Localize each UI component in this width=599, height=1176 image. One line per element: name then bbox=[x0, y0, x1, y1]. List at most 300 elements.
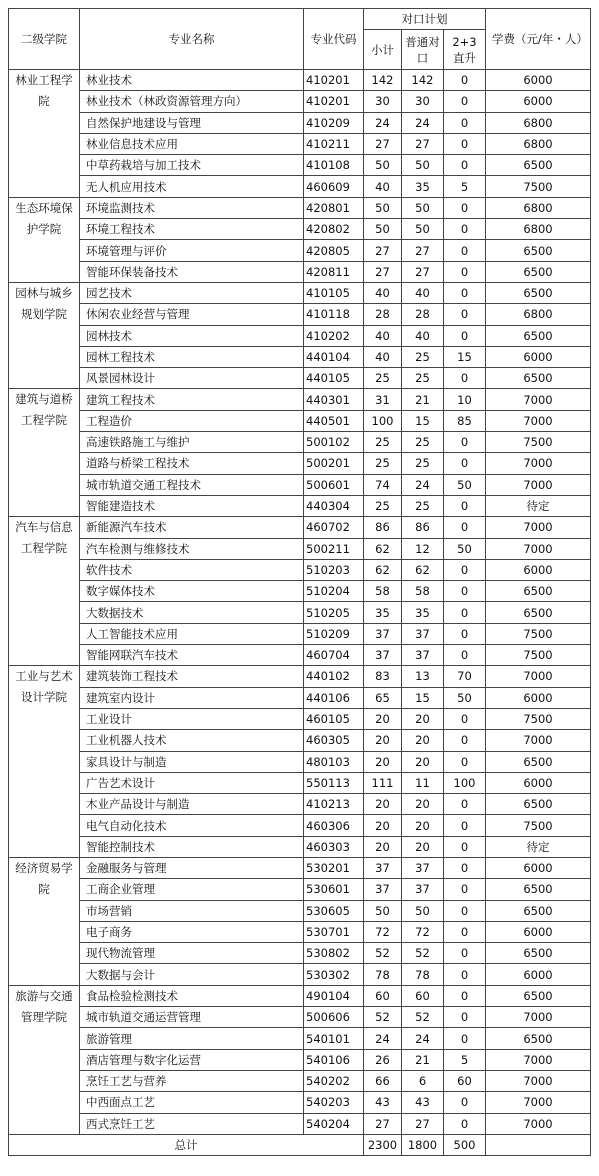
subtotal-cell: 58 bbox=[364, 581, 402, 602]
regular-cell: 37 bbox=[402, 879, 444, 900]
regular-cell: 20 bbox=[402, 815, 444, 836]
regular-cell: 50 bbox=[402, 900, 444, 921]
table-body bbox=[9, 70, 591, 1156]
code-cell: 500211 bbox=[304, 538, 364, 559]
fee-cell: 7500 bbox=[486, 708, 591, 729]
major-cell: 食品检验检测技术 bbox=[80, 985, 304, 1006]
upgrade-cell: 0 bbox=[444, 304, 486, 325]
upgrade-cell: 0 bbox=[444, 219, 486, 240]
major-cell: 园林工程技术 bbox=[80, 346, 304, 367]
fee-cell: 6500 bbox=[486, 602, 591, 623]
table-row bbox=[9, 432, 591, 453]
upgrade-cell: 10 bbox=[444, 389, 486, 410]
fee-cell: 6500 bbox=[486, 155, 591, 176]
upgrade-cell: 15 bbox=[444, 346, 486, 367]
regular-cell: 50 bbox=[402, 155, 444, 176]
upgrade-cell: 50 bbox=[444, 538, 486, 559]
table-row bbox=[9, 282, 591, 303]
major-cell: 电气自动化技术 bbox=[80, 815, 304, 836]
code-cell: 410202 bbox=[304, 325, 364, 346]
major-cell: 软件技术 bbox=[80, 559, 304, 580]
fee-cell: 7500 bbox=[486, 176, 591, 197]
regular-cell: 20 bbox=[402, 730, 444, 751]
table-row bbox=[9, 70, 591, 91]
subtotal-cell: 20 bbox=[364, 794, 402, 815]
table-row bbox=[9, 730, 591, 751]
fee-cell: 6000 bbox=[486, 70, 591, 91]
subtotal-cell: 27 bbox=[364, 133, 402, 154]
major-cell: 城市轨道交通运营管理 bbox=[80, 1007, 304, 1028]
subtotal-cell: 20 bbox=[364, 751, 402, 772]
major-cell: 园林技术 bbox=[80, 325, 304, 346]
subtotal-cell: 111 bbox=[364, 772, 402, 793]
subtotal-cell: 37 bbox=[364, 645, 402, 666]
code-cell: 510203 bbox=[304, 559, 364, 580]
major-cell: 林业技术 bbox=[80, 70, 304, 91]
upgrade-cell: 5 bbox=[444, 1049, 486, 1070]
upgrade-cell: 0 bbox=[444, 1113, 486, 1134]
upgrade-cell: 0 bbox=[444, 857, 486, 878]
upgrade-cell: 0 bbox=[444, 794, 486, 815]
subtotal-cell: 20 bbox=[364, 730, 402, 751]
subtotal-cell: 20 bbox=[364, 815, 402, 836]
major-cell: 木业产品设计与制造 bbox=[80, 794, 304, 815]
upgrade-cell: 0 bbox=[444, 645, 486, 666]
major-cell: 建筑装饰工程技术 bbox=[80, 666, 304, 687]
upgrade-cell: 0 bbox=[444, 1092, 486, 1113]
school-cell: 园林与城乡规划学院 bbox=[9, 282, 80, 388]
major-cell: 工程造价 bbox=[80, 410, 304, 431]
code-cell: 420801 bbox=[304, 197, 364, 218]
fee-cell: 6500 bbox=[486, 282, 591, 303]
upgrade-cell: 50 bbox=[444, 687, 486, 708]
regular-cell: 52 bbox=[402, 943, 444, 964]
upgrade-cell: 0 bbox=[444, 495, 486, 516]
regular-cell: 25 bbox=[402, 453, 444, 474]
regular-cell: 58 bbox=[402, 581, 444, 602]
major-cell: 智能控制技术 bbox=[80, 836, 304, 857]
total-row bbox=[9, 1134, 591, 1155]
regular-cell: 60 bbox=[402, 985, 444, 1006]
subtotal-cell: 50 bbox=[364, 900, 402, 921]
major-cell: 建筑工程技术 bbox=[80, 389, 304, 410]
fee-cell: 7000 bbox=[486, 1070, 591, 1091]
subtotal-cell: 86 bbox=[364, 517, 402, 538]
upgrade-cell: 0 bbox=[444, 836, 486, 857]
upgrade-cell: 0 bbox=[444, 155, 486, 176]
fee-cell: 7000 bbox=[486, 517, 591, 538]
table-row bbox=[9, 900, 591, 921]
subtotal-cell: 25 bbox=[364, 495, 402, 516]
table-row bbox=[9, 368, 591, 389]
subtotal-cell: 83 bbox=[364, 666, 402, 687]
subtotal-cell: 40 bbox=[364, 346, 402, 367]
regular-cell: 27 bbox=[402, 133, 444, 154]
table-row bbox=[9, 1113, 591, 1134]
subtotal-cell: 24 bbox=[364, 1028, 402, 1049]
subtotal-cell: 40 bbox=[364, 325, 402, 346]
header-school: 二级学院 bbox=[9, 9, 80, 70]
regular-cell: 15 bbox=[402, 687, 444, 708]
table-row bbox=[9, 474, 591, 495]
upgrade-cell: 0 bbox=[444, 197, 486, 218]
total-label: 总计 bbox=[9, 1134, 364, 1155]
fee-cell: 6000 bbox=[486, 772, 591, 793]
table-row bbox=[9, 772, 591, 793]
table-row bbox=[9, 325, 591, 346]
upgrade-cell: 0 bbox=[444, 368, 486, 389]
table-row bbox=[9, 751, 591, 772]
fee-cell: 6500 bbox=[486, 240, 591, 261]
regular-cell: 24 bbox=[402, 1028, 444, 1049]
regular-cell: 24 bbox=[402, 112, 444, 133]
table-row bbox=[9, 219, 591, 240]
header-subtotal: 小计 bbox=[364, 30, 402, 70]
table-row bbox=[9, 517, 591, 538]
subtotal-cell: 100 bbox=[364, 410, 402, 431]
upgrade-cell: 100 bbox=[444, 772, 486, 793]
fee-cell: 6000 bbox=[486, 964, 591, 985]
code-cell: 440104 bbox=[304, 346, 364, 367]
code-cell: 530601 bbox=[304, 879, 364, 900]
header-code: 专业代码 bbox=[304, 9, 364, 70]
fee-cell: 6000 bbox=[486, 346, 591, 367]
table-row bbox=[9, 1049, 591, 1070]
regular-cell: 37 bbox=[402, 857, 444, 878]
regular-cell: 25 bbox=[402, 346, 444, 367]
fee-cell: 7000 bbox=[486, 1113, 591, 1134]
subtotal-cell: 27 bbox=[364, 261, 402, 282]
regular-cell: 25 bbox=[402, 432, 444, 453]
major-cell: 无人机应用技术 bbox=[80, 176, 304, 197]
upgrade-cell: 0 bbox=[444, 261, 486, 282]
regular-cell: 20 bbox=[402, 836, 444, 857]
header-major: 专业名称 bbox=[80, 9, 304, 70]
fee-cell: 6800 bbox=[486, 197, 591, 218]
major-cell: 金融服务与管理 bbox=[80, 857, 304, 878]
code-cell: 530701 bbox=[304, 921, 364, 942]
regular-cell: 15 bbox=[402, 410, 444, 431]
upgrade-cell: 0 bbox=[444, 751, 486, 772]
major-cell: 大数据与会计 bbox=[80, 964, 304, 985]
table-row bbox=[9, 943, 591, 964]
major-cell: 高速铁路施工与维护 bbox=[80, 432, 304, 453]
table-row bbox=[9, 602, 591, 623]
fee-cell: 7500 bbox=[486, 815, 591, 836]
code-cell: 410209 bbox=[304, 112, 364, 133]
upgrade-cell: 0 bbox=[444, 602, 486, 623]
subtotal-cell: 25 bbox=[364, 368, 402, 389]
major-cell: 城市轨道交通工程技术 bbox=[80, 474, 304, 495]
table-row bbox=[9, 1028, 591, 1049]
code-cell: 510204 bbox=[304, 581, 364, 602]
regular-cell: 20 bbox=[402, 794, 444, 815]
regular-cell: 50 bbox=[402, 197, 444, 218]
fee-cell: 6500 bbox=[486, 581, 591, 602]
code-cell: 540204 bbox=[304, 1113, 364, 1134]
major-cell: 休闲农业经营与管理 bbox=[80, 304, 304, 325]
regular-cell: 43 bbox=[402, 1092, 444, 1113]
upgrade-cell: 0 bbox=[444, 240, 486, 261]
fee-cell: 7000 bbox=[486, 1007, 591, 1028]
fee-cell: 7000 bbox=[486, 410, 591, 431]
subtotal-cell: 50 bbox=[364, 219, 402, 240]
major-cell: 数字媒体技术 bbox=[80, 581, 304, 602]
subtotal-cell: 62 bbox=[364, 559, 402, 580]
fee-cell: 待定 bbox=[486, 495, 591, 516]
subtotal-cell: 30 bbox=[364, 91, 402, 112]
code-cell: 420805 bbox=[304, 240, 364, 261]
regular-cell: 11 bbox=[402, 772, 444, 793]
regular-cell: 28 bbox=[402, 304, 444, 325]
code-cell: 480103 bbox=[304, 751, 364, 772]
regular-cell: 20 bbox=[402, 708, 444, 729]
regular-cell: 37 bbox=[402, 645, 444, 666]
fee-cell: 6500 bbox=[486, 943, 591, 964]
upgrade-cell: 0 bbox=[444, 900, 486, 921]
fee-cell: 6500 bbox=[486, 751, 591, 772]
major-cell: 智能网联汽车技术 bbox=[80, 645, 304, 666]
code-cell: 500201 bbox=[304, 453, 364, 474]
table-row bbox=[9, 985, 591, 1006]
major-cell: 市场营销 bbox=[80, 900, 304, 921]
subtotal-cell: 35 bbox=[364, 602, 402, 623]
fee-cell: 7000 bbox=[486, 389, 591, 410]
major-cell: 建筑室内设计 bbox=[80, 687, 304, 708]
code-cell: 410211 bbox=[304, 133, 364, 154]
school-cell: 汽车与信息工程学院 bbox=[9, 517, 80, 666]
fee-cell: 6500 bbox=[486, 368, 591, 389]
table-row bbox=[9, 794, 591, 815]
major-cell: 家具设计与制造 bbox=[80, 751, 304, 772]
subtotal-cell: 43 bbox=[364, 1092, 402, 1113]
subtotal-cell: 27 bbox=[364, 240, 402, 261]
code-cell: 540101 bbox=[304, 1028, 364, 1049]
regular-cell: 50 bbox=[402, 219, 444, 240]
regular-cell: 35 bbox=[402, 602, 444, 623]
upgrade-cell: 0 bbox=[444, 708, 486, 729]
fee-cell: 6500 bbox=[486, 794, 591, 815]
table-row bbox=[9, 346, 591, 367]
code-cell: 460704 bbox=[304, 645, 364, 666]
major-cell: 工业机器人技术 bbox=[80, 730, 304, 751]
subtotal-cell: 37 bbox=[364, 857, 402, 878]
code-cell: 530302 bbox=[304, 964, 364, 985]
upgrade-cell: 60 bbox=[444, 1070, 486, 1091]
regular-cell: 142 bbox=[402, 70, 444, 91]
subtotal-cell: 62 bbox=[364, 538, 402, 559]
upgrade-cell: 0 bbox=[444, 581, 486, 602]
subtotal-cell: 27 bbox=[364, 1113, 402, 1134]
regular-cell: 86 bbox=[402, 517, 444, 538]
subtotal-cell: 25 bbox=[364, 453, 402, 474]
major-cell: 旅游管理 bbox=[80, 1028, 304, 1049]
major-cell: 工业设计 bbox=[80, 708, 304, 729]
major-cell: 广告艺术设计 bbox=[80, 772, 304, 793]
code-cell: 550113 bbox=[304, 772, 364, 793]
upgrade-cell: 5 bbox=[444, 176, 486, 197]
header-upgrade: 2+3直升 bbox=[444, 30, 486, 70]
subtotal-cell: 66 bbox=[364, 1070, 402, 1091]
major-cell: 新能源汽车技术 bbox=[80, 517, 304, 538]
code-cell: 460306 bbox=[304, 815, 364, 836]
upgrade-cell: 0 bbox=[444, 517, 486, 538]
table-row bbox=[9, 538, 591, 559]
fee-cell: 6800 bbox=[486, 112, 591, 133]
major-cell: 林业技术（林政资源管理方向） bbox=[80, 91, 304, 112]
major-cell: 西式烹饪工艺 bbox=[80, 1113, 304, 1134]
fee-cell: 6500 bbox=[486, 900, 591, 921]
upgrade-cell: 0 bbox=[444, 730, 486, 751]
major-cell: 风景园林设计 bbox=[80, 368, 304, 389]
major-cell: 现代物流管理 bbox=[80, 943, 304, 964]
table-row bbox=[9, 815, 591, 836]
subtotal-cell: 52 bbox=[364, 1007, 402, 1028]
header-regular: 普通对口 bbox=[402, 30, 444, 70]
regular-cell: 40 bbox=[402, 325, 444, 346]
subtotal-cell: 26 bbox=[364, 1049, 402, 1070]
subtotal-cell: 142 bbox=[364, 70, 402, 91]
code-cell: 420811 bbox=[304, 261, 364, 282]
code-cell: 460609 bbox=[304, 176, 364, 197]
total-upgrade: 500 bbox=[444, 1134, 486, 1155]
school-cell: 经济贸易学院 bbox=[9, 857, 80, 985]
major-cell: 环境工程技术 bbox=[80, 219, 304, 240]
upgrade-cell: 50 bbox=[444, 474, 486, 495]
upgrade-cell: 0 bbox=[444, 325, 486, 346]
fee-cell: 7000 bbox=[486, 1092, 591, 1113]
regular-cell: 25 bbox=[402, 495, 444, 516]
regular-cell: 52 bbox=[402, 1007, 444, 1028]
regular-cell: 27 bbox=[402, 240, 444, 261]
subtotal-cell: 40 bbox=[364, 282, 402, 303]
major-cell: 汽车检测与维修技术 bbox=[80, 538, 304, 559]
fee-cell: 待定 bbox=[486, 836, 591, 857]
header-fee: 学费（元/年・人） bbox=[486, 9, 591, 70]
table-row bbox=[9, 1007, 591, 1028]
table-row bbox=[9, 1070, 591, 1091]
code-cell: 540203 bbox=[304, 1092, 364, 1113]
major-cell: 人工智能技术应用 bbox=[80, 623, 304, 644]
major-cell: 工商企业管理 bbox=[80, 879, 304, 900]
subtotal-cell: 24 bbox=[364, 112, 402, 133]
subtotal-cell: 78 bbox=[364, 964, 402, 985]
regular-cell: 12 bbox=[402, 538, 444, 559]
code-cell: 460702 bbox=[304, 517, 364, 538]
code-cell: 460303 bbox=[304, 836, 364, 857]
table-row bbox=[9, 389, 591, 410]
major-cell: 道路与桥梁工程技术 bbox=[80, 453, 304, 474]
regular-cell: 21 bbox=[402, 389, 444, 410]
code-cell: 440102 bbox=[304, 666, 364, 687]
subtotal-cell: 31 bbox=[364, 389, 402, 410]
code-cell: 460105 bbox=[304, 708, 364, 729]
header-plan: 对口计划 bbox=[364, 9, 486, 30]
subtotal-cell: 52 bbox=[364, 943, 402, 964]
fee-cell: 6000 bbox=[486, 91, 591, 112]
fee-cell: 6500 bbox=[486, 985, 591, 1006]
code-cell: 410213 bbox=[304, 794, 364, 815]
subtotal-cell: 50 bbox=[364, 155, 402, 176]
subtotal-cell: 40 bbox=[364, 176, 402, 197]
table-row bbox=[9, 91, 591, 112]
upgrade-cell: 0 bbox=[444, 964, 486, 985]
total-fee bbox=[486, 1134, 591, 1155]
fee-cell: 6800 bbox=[486, 133, 591, 154]
table-row bbox=[9, 453, 591, 474]
table-row bbox=[9, 645, 591, 666]
code-cell: 530802 bbox=[304, 943, 364, 964]
code-cell: 440501 bbox=[304, 410, 364, 431]
subtotal-cell: 20 bbox=[364, 836, 402, 857]
table-row bbox=[9, 687, 591, 708]
school-cell: 旅游与交通管理学院 bbox=[9, 985, 80, 1134]
upgrade-cell: 0 bbox=[444, 985, 486, 1006]
table-row bbox=[9, 155, 591, 176]
table-row bbox=[9, 495, 591, 516]
fee-cell: 7000 bbox=[486, 453, 591, 474]
fee-cell: 7500 bbox=[486, 623, 591, 644]
fee-cell: 7000 bbox=[486, 666, 591, 687]
upgrade-cell: 0 bbox=[444, 282, 486, 303]
code-cell: 500606 bbox=[304, 1007, 364, 1028]
regular-cell: 35 bbox=[402, 176, 444, 197]
subtotal-cell: 65 bbox=[364, 687, 402, 708]
code-cell: 530605 bbox=[304, 900, 364, 921]
major-cell: 环境管理与评价 bbox=[80, 240, 304, 261]
regular-cell: 27 bbox=[402, 261, 444, 282]
code-cell: 460305 bbox=[304, 730, 364, 751]
subtotal-cell: 72 bbox=[364, 921, 402, 942]
school-cell: 建筑与道桥工程学院 bbox=[9, 389, 80, 517]
upgrade-cell: 0 bbox=[444, 133, 486, 154]
regular-cell: 72 bbox=[402, 921, 444, 942]
table-row bbox=[9, 559, 591, 580]
code-cell: 410105 bbox=[304, 282, 364, 303]
code-cell: 410108 bbox=[304, 155, 364, 176]
upgrade-cell: 0 bbox=[444, 453, 486, 474]
fee-cell: 6000 bbox=[486, 687, 591, 708]
school-cell: 林业工程学院 bbox=[9, 70, 80, 198]
table-row bbox=[9, 1092, 591, 1113]
upgrade-cell: 85 bbox=[444, 410, 486, 431]
school-cell: 工业与艺术设计学院 bbox=[9, 666, 80, 858]
major-cell: 中西面点工艺 bbox=[80, 1092, 304, 1113]
regular-cell: 20 bbox=[402, 751, 444, 772]
regular-cell: 27 bbox=[402, 1113, 444, 1134]
code-cell: 500102 bbox=[304, 432, 364, 453]
upgrade-cell: 0 bbox=[444, 1007, 486, 1028]
major-cell: 大数据技术 bbox=[80, 602, 304, 623]
major-cell: 园艺技术 bbox=[80, 282, 304, 303]
subtotal-cell: 50 bbox=[364, 197, 402, 218]
table-row bbox=[9, 112, 591, 133]
code-cell: 500601 bbox=[304, 474, 364, 495]
fee-cell: 6500 bbox=[486, 261, 591, 282]
upgrade-cell: 0 bbox=[444, 943, 486, 964]
fee-cell: 6800 bbox=[486, 304, 591, 325]
major-cell: 中草药栽培与加工技术 bbox=[80, 155, 304, 176]
regular-cell: 25 bbox=[402, 368, 444, 389]
upgrade-cell: 0 bbox=[444, 921, 486, 942]
regular-cell: 24 bbox=[402, 474, 444, 495]
regular-cell: 40 bbox=[402, 282, 444, 303]
upgrade-cell: 70 bbox=[444, 666, 486, 687]
upgrade-cell: 0 bbox=[444, 91, 486, 112]
total-subtotal: 2300 bbox=[364, 1134, 402, 1155]
code-cell: 510209 bbox=[304, 623, 364, 644]
major-cell: 酒店管理与数字化运营 bbox=[80, 1049, 304, 1070]
